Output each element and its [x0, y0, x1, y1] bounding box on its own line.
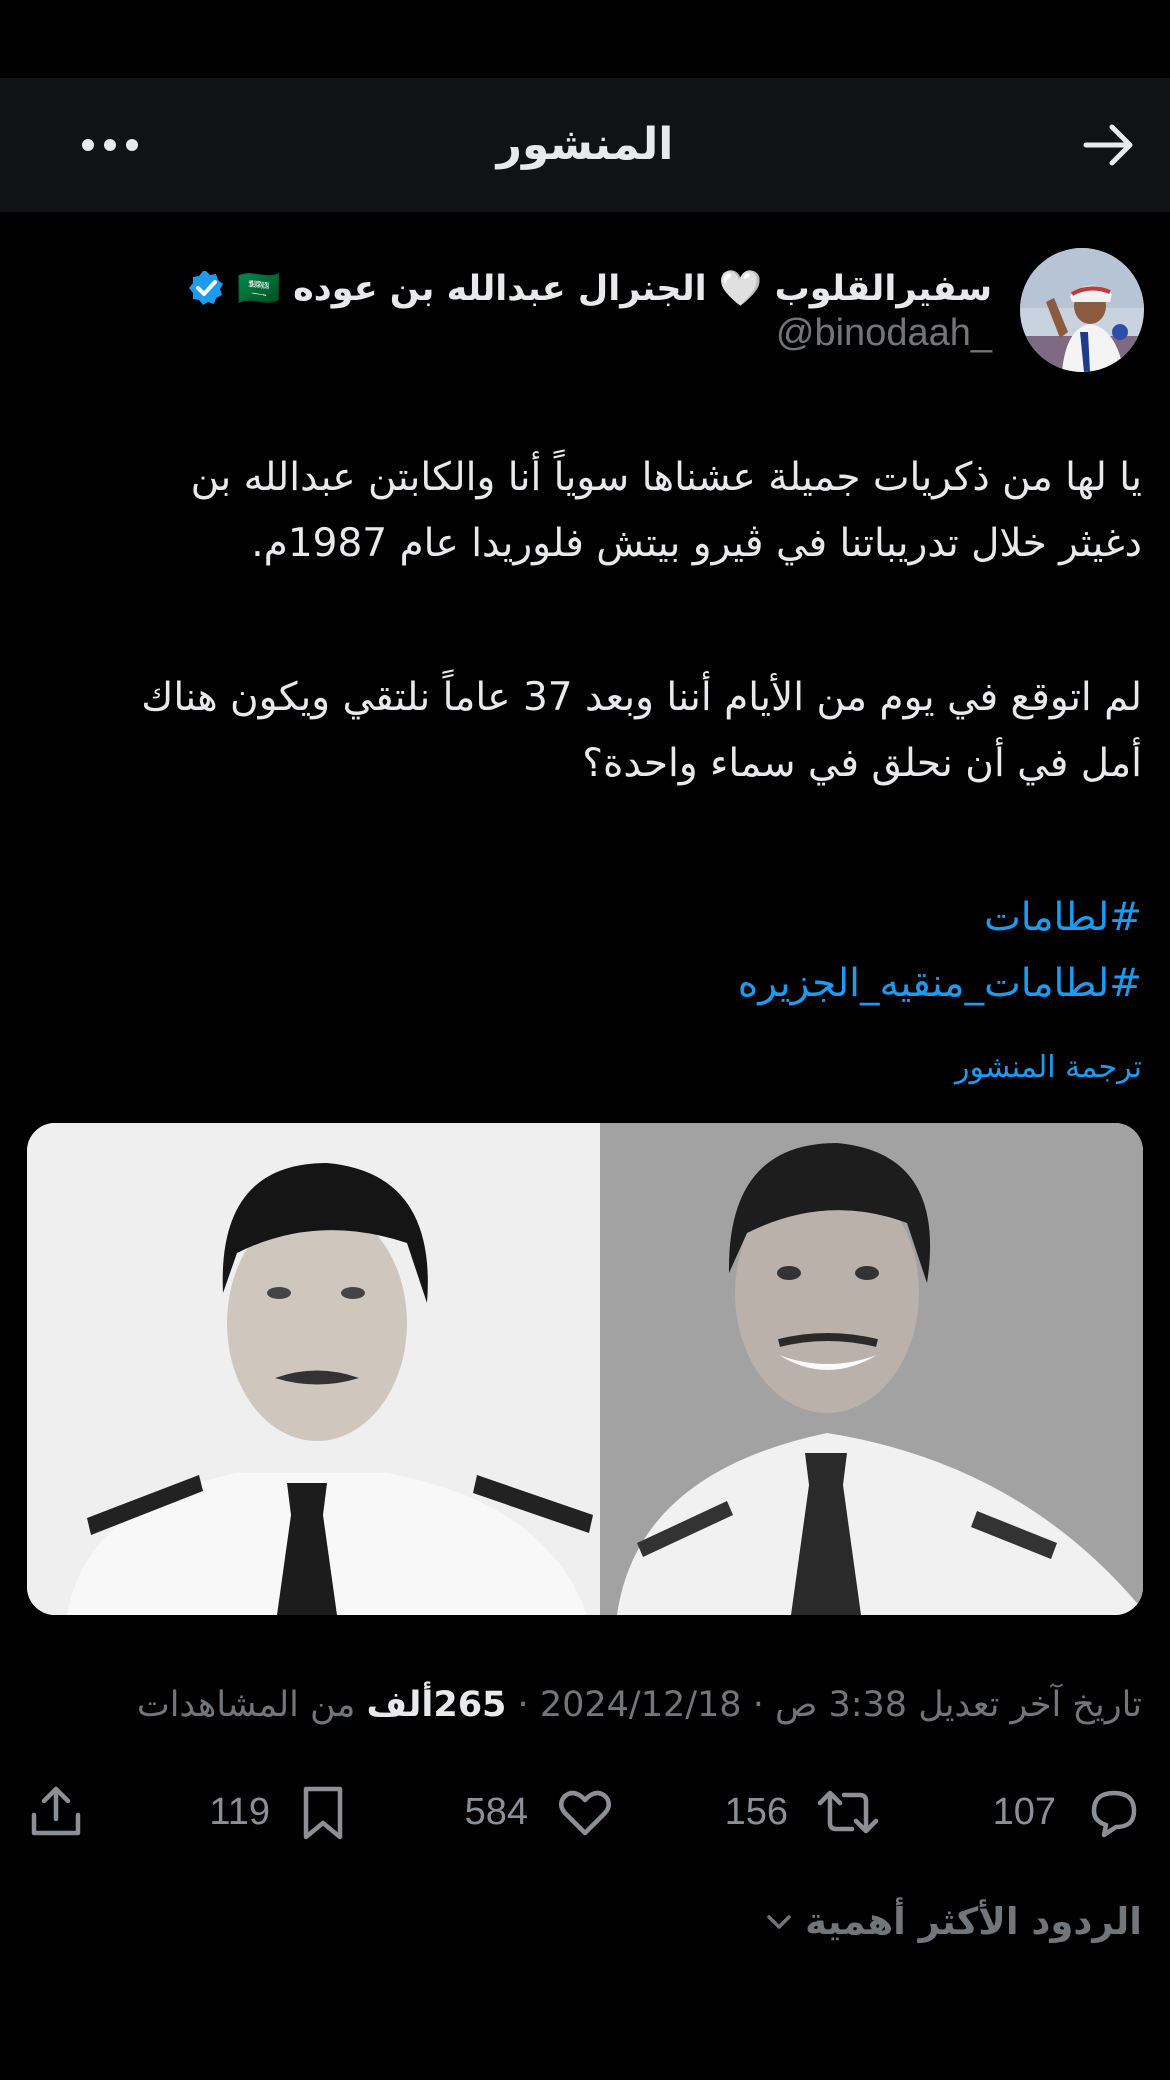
tweet-meta [22, 1685, 1142, 1725]
tweet-body [22, 445, 1142, 1017]
author-handle[interactable]: @binodaah_ [775, 312, 992, 354]
like-count: 584 [464, 1790, 528, 1833]
edited-label[interactable]: تاريخ آخر تعديل [918, 1685, 1142, 1725]
share-button[interactable] [28, 1780, 84, 1844]
hashtag-link[interactable]: #لطامات_منقيه_الجزيره [737, 961, 1142, 1006]
repost-button[interactable] [725, 1780, 880, 1844]
bookmark-button[interactable] [209, 1780, 348, 1844]
share-icon [28, 1783, 84, 1841]
chevron-down-icon [763, 1906, 795, 1938]
hashtag-link[interactable]: #لطامات [984, 895, 1142, 940]
reply-icon [1084, 1783, 1142, 1841]
like-button[interactable] [465, 1780, 614, 1844]
more-button[interactable] [82, 133, 142, 157]
tweet-line: أمل في أن نحلق في سماء واحدة؟ [582, 741, 1142, 786]
tweet-line: لم اتوقع في يوم من الأيام أننا وبعد 37 عاماً نلتقي ويكون هناك [141, 675, 1142, 720]
views-count: 265ألف [366, 1685, 507, 1725]
translate-link[interactable]: ترجمة المنشور [954, 1050, 1142, 1085]
reply-count: 107 [992, 1790, 1056, 1833]
photo-collage [27, 1123, 1143, 1615]
author-name[interactable]: سفيرالقلوب 🤍 الجنرال عبدالله بن عوده 🇸🇦 [237, 268, 992, 309]
reply-button[interactable] [993, 1780, 1142, 1844]
bookmark-count: 119 [209, 1790, 270, 1833]
replies-sort-dropdown[interactable] [763, 1900, 1142, 1943]
arrow-right-icon [1078, 115, 1138, 175]
separator: · [752, 1685, 764, 1725]
action-bar [0, 1780, 1170, 1844]
tweet-photo[interactable] [27, 1123, 1143, 1615]
separator: · [517, 1685, 529, 1725]
page-title: المنشور [496, 119, 674, 170]
avatar-image [1020, 248, 1144, 372]
repost-icon [816, 1783, 880, 1841]
tweet-time: 3:38 ص [774, 1685, 908, 1725]
bookmark-icon [298, 1783, 348, 1841]
repost-count: 156 [724, 1790, 788, 1833]
author-name-row [187, 260, 992, 316]
verified-badge-icon [187, 269, 225, 307]
author-row [0, 246, 1170, 376]
heart-icon [556, 1783, 614, 1841]
views-label: من المشاهدات [136, 1685, 356, 1725]
top-bar [0, 78, 1170, 212]
tweet-line: دغيثر خلال تدريباتنا في ڤيرو بيتش فلوريدا عام 1987م. [251, 521, 1142, 566]
more-horizontal-icon [82, 139, 94, 151]
tweet-line: يا لها من ذكريات جميلة عشناها سوياً أنا والكابتن عبدالله بن [190, 455, 1142, 500]
replies-sort-label: الردود الأكثر أهمية [805, 1900, 1142, 1943]
tweet-date: 2024/12/18 [539, 1685, 742, 1725]
back-button[interactable] [1078, 115, 1138, 175]
avatar[interactable] [1020, 248, 1144, 372]
